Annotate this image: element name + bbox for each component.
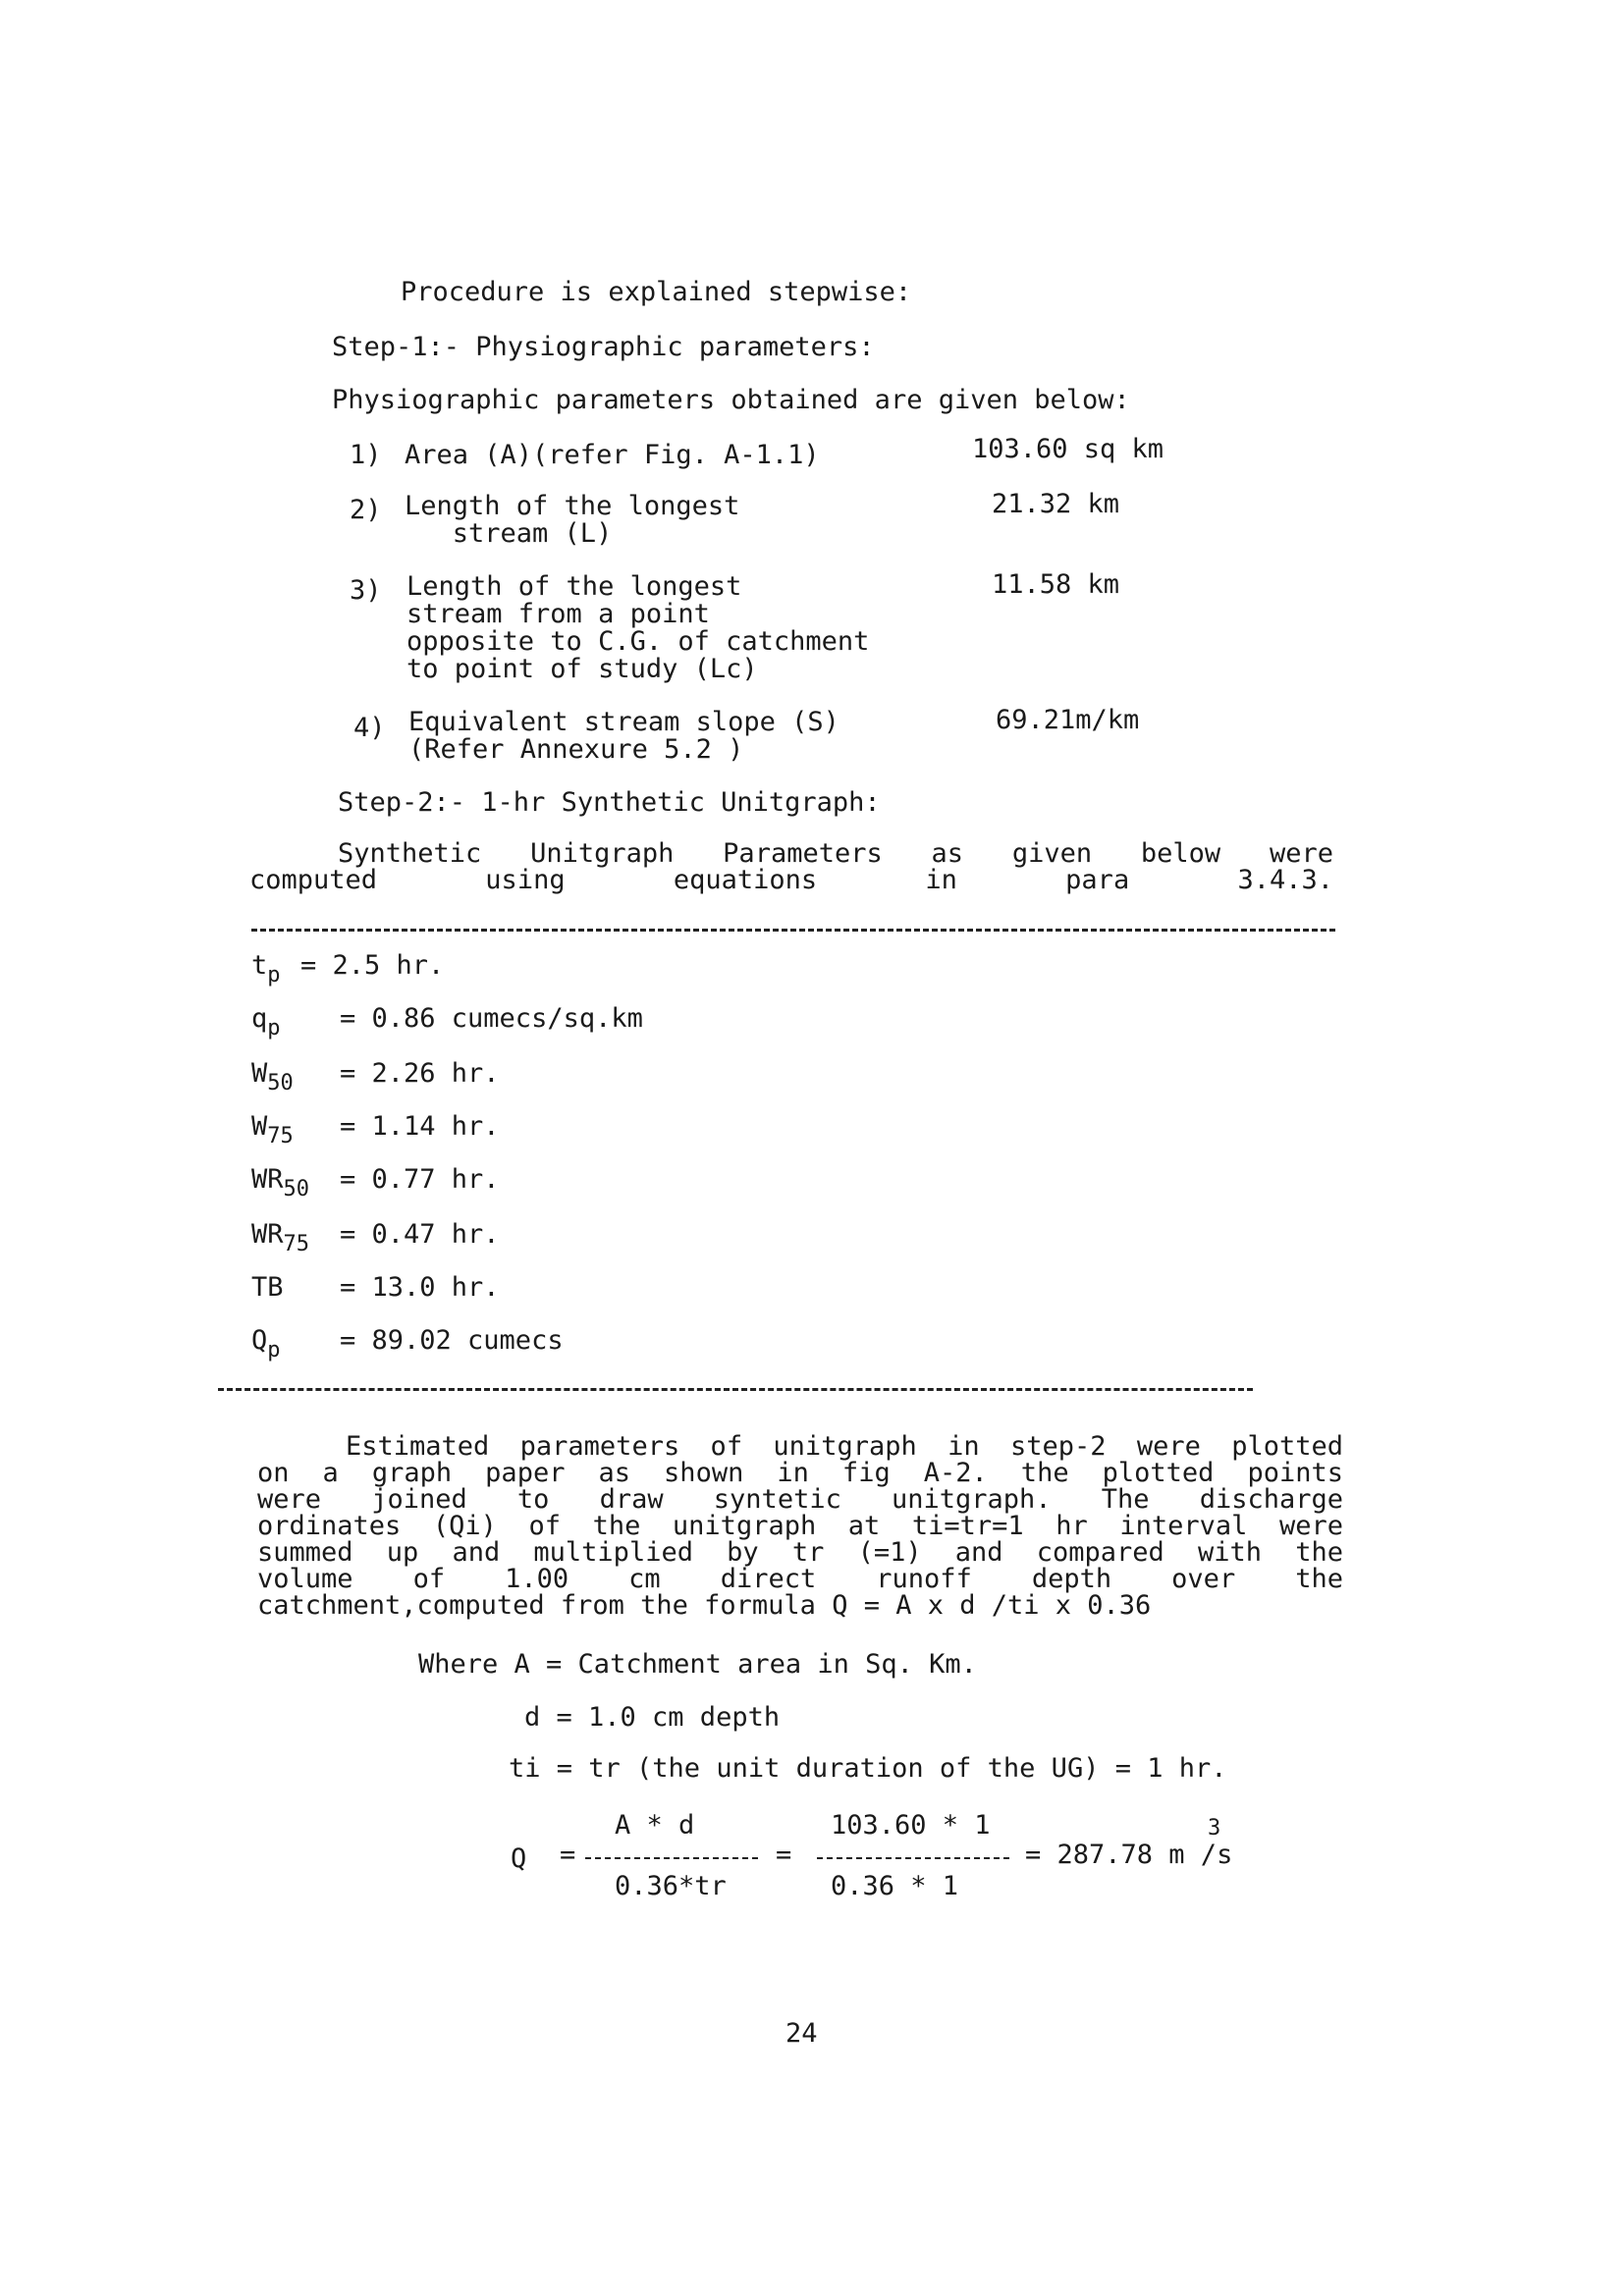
list-item-number: 2) <box>350 495 382 525</box>
intro-line: Procedure is explained stepwise: <box>401 277 912 307</box>
param-value: = 2.26 hr. <box>340 1058 500 1089</box>
estimated-paragraph <box>257 1433 1343 1619</box>
step2-paragraph <box>249 840 1333 893</box>
list-item-text: Length of the longest <box>405 491 740 521</box>
fraction1-denominator: 0.36*tr <box>615 1871 727 1901</box>
paragraph-line: catchment,computed from the formula Q = A x d /ti x 0.36 <box>257 1590 1152 1621</box>
formula-equals: = <box>560 1840 576 1870</box>
fraction1-bar <box>585 1857 758 1859</box>
formula-equals: = <box>776 1840 792 1870</box>
step1-heading: Step-1:- Physiographic parameters: <box>332 332 875 362</box>
param-value: = 13.0 hr. <box>340 1272 500 1303</box>
formula-lhs: Q <box>511 1843 527 1874</box>
param-symbol: $W_{75}$ <box>251 1111 294 1148</box>
fraction1-numerator: A * d <box>615 1810 695 1841</box>
list-item-number: 4) <box>353 713 386 743</box>
list-item-text: stream from a point <box>406 599 710 629</box>
param-value: = 0.77 hr. <box>340 1164 500 1195</box>
where-line-duration: ti = tr (the unit duration of the UG) = 1 hr. <box>509 1753 1227 1784</box>
fraction2-denominator: 0.36 * 1 <box>831 1871 959 1901</box>
list-item-number: 1) <box>350 440 382 470</box>
step2-heading: Step-2:- 1-hr Synthetic Unitgraph: <box>338 787 881 818</box>
paragraph-line: on a graph paper as shown in fig A-2. the plotted points <box>257 1458 1343 1488</box>
param-value: = 0.86 cumecs/sq.km <box>340 1003 643 1034</box>
list-item-text: Equivalent stream slope (S) <box>408 707 839 737</box>
param-symbol: $q_p$ <box>251 1003 281 1041</box>
list-item-text: to point of study (Lc) <box>406 654 758 684</box>
param-symbol: $WR_{50}$ <box>251 1164 310 1201</box>
formula-result: = 287.78 m /s <box>1025 1840 1233 1870</box>
paragraph-line: ordinates (Qi) of the unitgraph at ti=tr=1 hr interval were <box>257 1511 1343 1541</box>
paragraph-line: computed using equations in para 3.4.3. <box>249 865 1333 895</box>
param-symbol: $Q_p$ <box>251 1325 281 1362</box>
paragraph-line: volume of 1.00 cm direct runoff depth over the <box>257 1564 1343 1594</box>
page-number: 24 <box>785 2018 818 2049</box>
paragraph-line: Synthetic Unitgraph Parameters as given below were <box>338 838 1333 869</box>
fraction2-numerator: 103.60 * 1 <box>831 1810 991 1841</box>
list-item-text: Area (A)(refer Fig. A-1.1) <box>405 440 820 470</box>
paragraph-line: Estimated parameters of unitgraph in step-2 were plotted <box>346 1431 1343 1462</box>
param-value: = 89.02 cumecs <box>340 1325 564 1356</box>
list-item-value: 69.21m/km <box>996 705 1140 735</box>
where-line-depth: d = 1.0 cm depth <box>524 1702 781 1733</box>
param-value: = 1.14 hr. <box>340 1111 500 1142</box>
list-item-text: opposite to C.G. of catchment <box>406 626 870 657</box>
list-item-value: 11.58 km <box>992 569 1120 600</box>
step1-lead: Physiographic parameters obtained are given below: <box>332 385 1130 415</box>
bottom-divider <box>218 1388 1253 1391</box>
param-value: = 0.47 hr. <box>340 1219 500 1250</box>
paragraph-line: summed up and multiplied by tr (=1) and compared with the <box>257 1537 1343 1568</box>
param-symbol: $WR_{75}$ <box>251 1219 310 1256</box>
formula-exponent: 3 <box>1208 1816 1221 1841</box>
list-item-value: 21.32 km <box>992 489 1120 519</box>
list-item-number: 3) <box>350 575 382 606</box>
param-value: = 2.5 hr. <box>300 950 445 981</box>
param-symbol: TB <box>251 1272 284 1303</box>
list-item-text: (Refer Annexure 5.2 ) <box>408 734 744 765</box>
list-item-value: 103.60 sq km <box>972 434 1164 464</box>
fraction2-bar <box>817 1857 1009 1859</box>
where-line-area: Where A = Catchment area in Sq. Km. <box>418 1649 977 1680</box>
list-item-text: Length of the longest <box>406 571 742 602</box>
param-symbol: $W_{50}$ <box>251 1058 294 1095</box>
list-item-text: stream (L) <box>405 518 613 549</box>
top-divider <box>251 929 1335 932</box>
param-symbol: $t_p$ <box>251 950 281 988</box>
paragraph-line: were joined to draw syntetic unitgraph. The discharge <box>257 1484 1343 1515</box>
